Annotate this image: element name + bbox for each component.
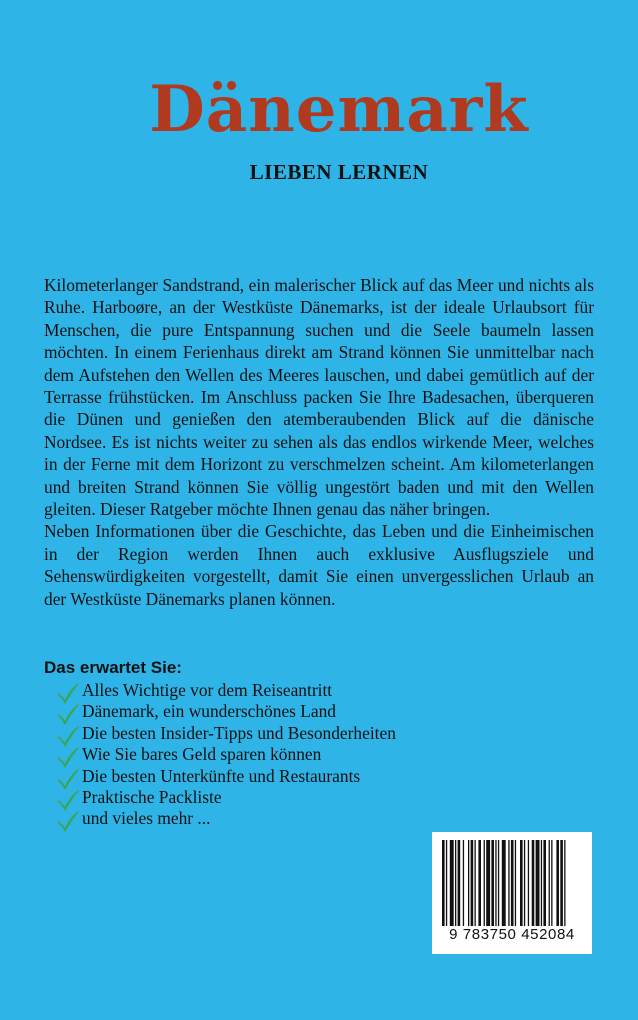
barcode-bar	[551, 840, 552, 926]
list-item-label: Dänemark, ein wunderschönes Land	[82, 701, 337, 722]
barcode-bar	[543, 840, 546, 926]
list-item	[56, 808, 396, 829]
list-item-label: Praktische Packliste	[82, 786, 222, 807]
list-item-label: und vieles mehr ...	[82, 808, 211, 829]
checkmark-icon	[56, 810, 80, 832]
barcode-bar	[528, 840, 529, 926]
barcode-bar	[502, 840, 506, 926]
barcode-bar	[532, 840, 535, 926]
list-item	[56, 766, 396, 787]
barcode	[432, 832, 592, 954]
description-paragraph-2: Neben Informationen über die Geschichte, das Leben und die Einheimischen in der Region werden Ihnen auch exklusive Ausflugsziele und Sehenswürdigkeiten vorgestellt, damit Sie einen unvergesslichen Urlaub an der Westküste Dänemarks planen können.	[44, 521, 594, 609]
barcode-bar	[486, 840, 490, 926]
barcode-bar	[515, 840, 516, 926]
list-item-label: Die besten Insider-Tipps und Besonderheiten	[82, 722, 396, 743]
barcode-bar	[468, 840, 469, 926]
list-item	[56, 787, 396, 808]
features-list	[56, 680, 396, 830]
barcode-bar	[442, 840, 445, 926]
book-subtitle: LIEBEN LERNEN	[249, 160, 429, 184]
features-heading: Das erwartet Sie:	[44, 658, 182, 677]
barcode-bar	[524, 840, 525, 926]
barcode-bar	[458, 840, 461, 926]
description-paragraph-1: Kilometerlanger Sandstrand, ein malerischer Blick auf das Meer und nichts als Ruhe. Harboøre, an der Westküste Dänemarks, ist der ideale Urlaubsort für Menschen, die pure Entspannung suchen und die Seele baumeln lassen möchten. In einem Ferienhaus direkt am Strand können Sie unmittelbar nach dem Aufstehen den Wellen des Meeres lauschen, und dabei gemütlich auf der Terrasse frühstücken. Im Anschluss packen Sie Ihre Badesachen, überqueren die Dünen und genießen den atemberaubenden Blick auf die dänische Nordsee. Es ist nichts weiter zu sehen als das endlos wirkende Meer, welches in der Ferne mit dem Horizont zu verschmelzen scheint. Am kilometerlangen und breiten Strand können Sie völlig ungestört baden und mit den Wellen gleiten. Dieser Ratgeber möchte Ihnen genau das näher bringen.	[44, 275, 594, 520]
list-item	[56, 680, 396, 701]
isbn-number: 9 783750 452084	[449, 926, 575, 943]
barcode-bar	[478, 840, 481, 926]
book-title: Dänemark	[149, 72, 529, 147]
barcode-bar	[450, 840, 454, 926]
barcode-bar	[520, 840, 523, 926]
barcode-bar	[475, 840, 476, 926]
list-item	[56, 723, 396, 744]
barcode-bar	[463, 840, 464, 926]
description-text	[44, 274, 594, 610]
barcode-bar	[508, 840, 509, 926]
barcode-bar	[491, 840, 494, 926]
barcode-bar	[471, 840, 474, 926]
barcode-bar	[560, 840, 563, 926]
barcode-bars	[442, 840, 582, 926]
barcode-bar	[556, 840, 559, 926]
list-item	[56, 744, 396, 765]
barcode-bar	[549, 840, 550, 926]
barcode-bar	[498, 840, 499, 926]
barcode-bar	[541, 840, 542, 926]
barcode-bar	[511, 840, 514, 926]
barcode-bar	[484, 840, 485, 926]
list-item	[56, 701, 396, 722]
barcode-bar	[455, 840, 456, 926]
list-item-label: Die besten Unterkünfte und Restaurants	[82, 765, 361, 786]
list-item-label: Alles Wichtige vor dem Reiseantritt	[82, 680, 333, 700]
barcode-bar	[564, 840, 565, 926]
barcode-bar	[495, 840, 496, 926]
barcode-bar	[446, 840, 447, 926]
barcode-bar	[536, 840, 540, 926]
list-item-label: Wie Sie bares Geld sparen können	[82, 744, 322, 765]
